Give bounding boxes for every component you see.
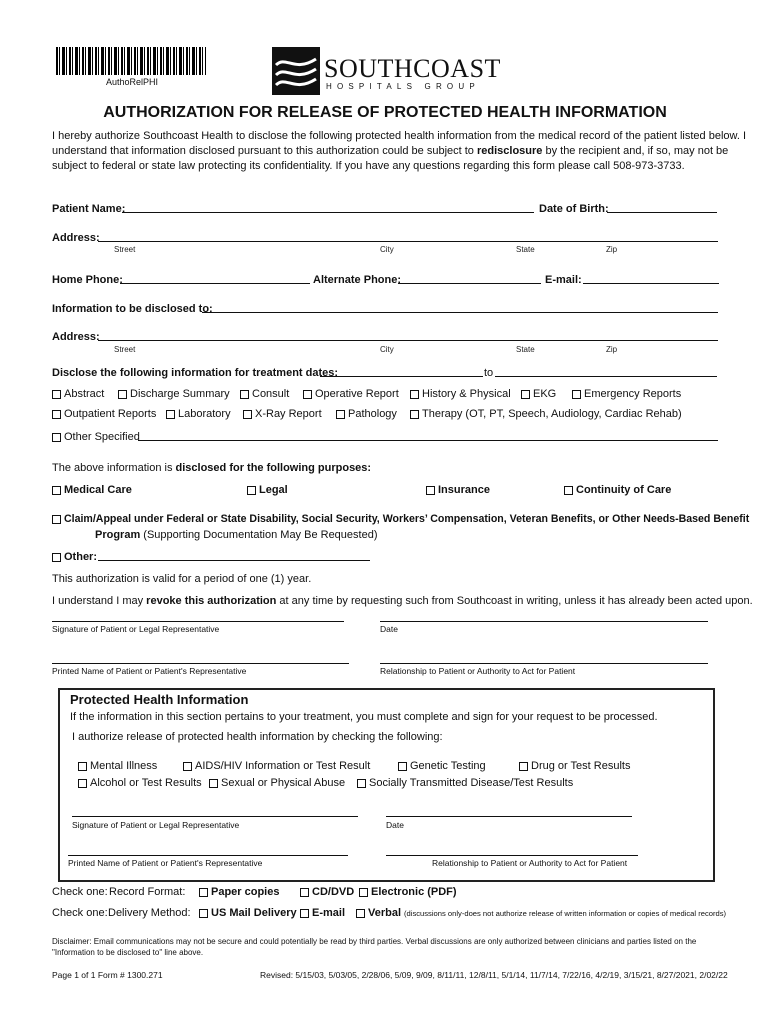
address-label-2: Address: — [52, 331, 100, 343]
checkbox-box[interactable] — [303, 390, 312, 399]
checkbox-pathology[interactable]: Pathology — [336, 408, 397, 420]
signature-field[interactable] — [52, 612, 344, 622]
state-sublabel-2: State — [516, 345, 535, 354]
checkbox-history-physical[interactable]: History & Physical — [410, 388, 511, 400]
checkbox-std-test-results[interactable]: Socially Transmitted Disease/Test Results — [357, 777, 573, 789]
checkbox-therapy[interactable]: Therapy (OT, PT, Speech, Audiology, Cardiac Rehab) — [410, 408, 682, 420]
checkbox-outpatient-reports[interactable]: Outpatient Reports — [52, 408, 156, 420]
checkbox-us-mail[interactable]: US Mail Delivery — [199, 907, 297, 919]
checkbox-box[interactable] — [52, 515, 61, 524]
checkbox-box[interactable] — [564, 486, 573, 495]
phi-date-label: Date — [386, 820, 404, 830]
checkbox-insurance[interactable]: Insurance — [426, 484, 490, 496]
checkbox-box[interactable] — [78, 779, 87, 788]
checkbox-electronic-pdf[interactable]: Electronic (PDF) — [359, 886, 457, 898]
printed-name-label: Printed Name of Patient or Patient's Representative — [52, 666, 247, 676]
patient-name-label: Patient Name: — [52, 203, 126, 215]
verbal-note: (discussions only-does not authorize release of written information or copies of medical records) — [404, 909, 727, 918]
checkbox-emergency-reports[interactable]: Emergency Reports — [572, 388, 681, 400]
phi-relationship-field[interactable] — [386, 846, 638, 856]
checkbox-laboratory[interactable]: Laboratory — [166, 408, 231, 420]
checkbox-genetic-testing[interactable]: Genetic Testing — [398, 760, 486, 772]
check-one-label: Check one: — [52, 886, 108, 898]
city-sublabel: City — [380, 245, 394, 254]
checkbox-alcohol-test-results[interactable]: Alcohol or Test Results — [78, 777, 202, 789]
barcode — [56, 47, 206, 75]
checkbox-consult[interactable]: Consult — [240, 388, 289, 400]
treatment-date-to-field[interactable] — [495, 367, 717, 377]
checkbox-box[interactable] — [52, 433, 61, 442]
checkbox-discharge-summary[interactable]: Discharge Summary — [118, 388, 230, 400]
phi-relationship-label: Relationship to Patient or Authority to Act for Patient — [432, 858, 628, 868]
relationship-field[interactable] — [380, 654, 708, 664]
signature-label: Signature of Patient or Legal Representative — [52, 624, 220, 634]
other-specified-field[interactable] — [138, 431, 718, 441]
street-sublabel: Street — [114, 245, 136, 254]
checkbox-other-specified[interactable]: Other Specified — [52, 431, 140, 443]
program-note: Program (Supporting Documentation May Be Requested) — [95, 529, 378, 541]
checkbox-box[interactable] — [356, 909, 365, 918]
purposes-intro: The above information is disclosed for the following purposes: — [52, 462, 372, 474]
checkbox-continuity-of-care[interactable]: Continuity of Care — [564, 484, 671, 496]
barcode-label: AuthoRelPHI — [106, 77, 159, 87]
checkbox-email-delivery[interactable]: E-mail — [300, 907, 345, 919]
phi-date-field[interactable] — [386, 807, 632, 817]
phi-line2: I authorize release of protected health information by checking the following: — [72, 731, 443, 743]
checkbox-box[interactable] — [247, 486, 256, 495]
to-label: to — [484, 367, 494, 379]
checkbox-paper-copies[interactable]: Paper copies — [199, 886, 279, 898]
validity-statement: This authorization is valid for a period of one (1) year. — [52, 573, 312, 585]
disclosed-to-label: Information to be disclosed to: — [52, 303, 213, 315]
checkbox-medical-care[interactable]: Medical Care — [52, 484, 132, 496]
checkbox-box[interactable] — [52, 410, 61, 419]
patient-address-field[interactable] — [98, 232, 718, 242]
checkbox-box[interactable] — [199, 909, 208, 918]
revoke-statement: I understand I may revoke this authorization at any time by requesting such from Southcoast in writing, unless it has already been acted upon. — [52, 595, 753, 607]
checkbox-box[interactable] — [300, 888, 309, 897]
checkbox-box[interactable] — [166, 410, 175, 419]
phi-signature-field[interactable] — [72, 807, 358, 817]
checkbox-box[interactable] — [243, 410, 252, 419]
revised-footer: Revised: 5/15/03, 5/03/05, 2/28/06, 5/09, 9/09, 8/11/11, 12/8/11, 5/1/14, 11/7/14, 7/22/16, 4/2/19, 3/15/21, 8/27/2021, 2/02/22 — [260, 970, 728, 980]
page-footer: Page 1 of 1 Form # 1300.271 — [52, 970, 163, 980]
home-phone-label: Home Phone: — [52, 274, 123, 286]
dob-label: Date of Birth: — [539, 203, 609, 215]
alt-phone-label: Alternate Phone: — [313, 274, 402, 286]
checkbox-box[interactable] — [336, 410, 345, 419]
checkbox-box[interactable] — [52, 553, 61, 562]
checkbox-sexual-physical-abuse[interactable]: Sexual or Physical Abuse — [209, 777, 345, 789]
checkbox-box[interactable] — [410, 410, 419, 419]
checkbox-box[interactable] — [209, 779, 218, 788]
disclosed-to-field[interactable] — [202, 303, 718, 313]
record-format-label: Record Format: — [109, 886, 186, 898]
checkbox-box[interactable] — [519, 762, 528, 771]
checkbox-verbal[interactable]: Verbal — [356, 907, 401, 919]
treatment-dates-label: Disclose the following information for treatment dates: — [52, 367, 339, 379]
disclaimer: Disclaimer: Email communications may not be secure and could potentially be read by third parties. Verbal discussions are only authorized between clinicians and parties listed on the "Information to be disclosed to" line above. — [52, 937, 697, 957]
phi-printed-name-label: Printed Name of Patient or Patient's Representative — [68, 858, 263, 868]
checkbox-box[interactable] — [426, 486, 435, 495]
checkbox-box[interactable] — [359, 888, 368, 897]
checkbox-box[interactable] — [357, 779, 366, 788]
other-purpose-field[interactable] — [98, 551, 370, 561]
street-sublabel-2: Street — [114, 345, 136, 354]
email-field[interactable] — [583, 274, 719, 284]
checkbox-box[interactable] — [521, 390, 530, 399]
patient-name-field[interactable] — [122, 203, 534, 213]
city-sublabel-2: City — [380, 345, 394, 354]
checkbox-legal[interactable]: Legal — [247, 484, 288, 496]
dob-field[interactable] — [607, 203, 717, 213]
zip-sublabel: Zip — [606, 245, 618, 254]
phi-printed-name-field[interactable] — [68, 846, 348, 856]
phi-heading: Protected Health Information — [70, 692, 249, 707]
checkbox-claim-appeal[interactable]: Claim/Appeal under Federal or State Disability, Social Security, Workers’ Compensation, Veteran Benefits, or Other Needs-Based Benefit — [52, 513, 749, 525]
printed-name-field[interactable] — [52, 654, 349, 664]
checkbox-other-purpose[interactable]: Other: — [52, 551, 97, 563]
checkbox-ekg[interactable]: EKG — [521, 388, 556, 400]
check-one-label-2: Check one: — [52, 907, 108, 919]
state-sublabel: State — [516, 245, 535, 254]
zip-sublabel-2: Zip — [606, 345, 618, 354]
logo-subtitle: HOSPITALS GROUP — [326, 82, 480, 91]
checkbox-box[interactable] — [52, 486, 61, 495]
alt-phone-field[interactable] — [398, 274, 541, 284]
date-label: Date — [380, 624, 398, 634]
treatment-date-from-field[interactable] — [320, 367, 483, 377]
checkbox-xray-report[interactable]: X-Ray Report — [243, 408, 322, 420]
checkbox-box[interactable] — [410, 390, 419, 399]
checkbox-box[interactable] — [300, 909, 309, 918]
checkbox-box[interactable] — [240, 390, 249, 399]
checkbox-box[interactable] — [398, 762, 407, 771]
checkbox-drug-test-results[interactable]: Drug or Test Results — [519, 760, 630, 772]
address-label: Address: — [52, 232, 100, 244]
email-label: E-mail: — [545, 274, 582, 286]
checkbox-abstract[interactable]: Abstract — [52, 388, 104, 400]
recipient-address-field[interactable] — [98, 331, 718, 341]
checkbox-aids-hiv[interactable]: AIDS/HIV Information or Test Result — [183, 760, 370, 772]
checkbox-operative-report[interactable]: Operative Report — [303, 388, 399, 400]
checkbox-box[interactable] — [183, 762, 192, 771]
checkbox-box[interactable] — [118, 390, 127, 399]
home-phone-field[interactable] — [120, 274, 310, 284]
relationship-label: Relationship to Patient or Authority to Act for Patient — [380, 666, 576, 676]
signature-date-field[interactable] — [380, 612, 708, 622]
logo-name: SOUTHCOAST — [324, 54, 501, 83]
intro-paragraph: I hereby authorize Southcoast Health to disclose the following protected health information from the medical record of the patient listed below. I understand that information disclosed pursuant to this authorization could be subject to redisclosure by the recipient and, if so, may not be subject to federal or state law protecting its confidentiality. If you have any questions regarding this form please call 508-973-3733. — [52, 130, 747, 172]
checkbox-box[interactable] — [572, 390, 581, 399]
checkbox-mental-illness[interactable]: Mental Illness — [78, 760, 157, 772]
checkbox-box[interactable] — [78, 762, 87, 771]
phi-signature-label: Signature of Patient or Legal Representative — [72, 820, 240, 830]
phi-line1: If the information in this section pertains to your treatment, you must complete and sign for your request to be processed. — [70, 711, 658, 723]
checkbox-cd-dvd[interactable]: CD/DVD — [300, 886, 354, 898]
checkbox-box[interactable] — [52, 390, 61, 399]
checkbox-box[interactable] — [199, 888, 208, 897]
form-title: AUTHORIZATION FOR RELEASE OF PROTECTED HEALTH INFORMATION — [103, 104, 667, 121]
southcoast-logo-icon — [272, 47, 320, 95]
delivery-method-label: Delivery Method: — [108, 907, 191, 919]
